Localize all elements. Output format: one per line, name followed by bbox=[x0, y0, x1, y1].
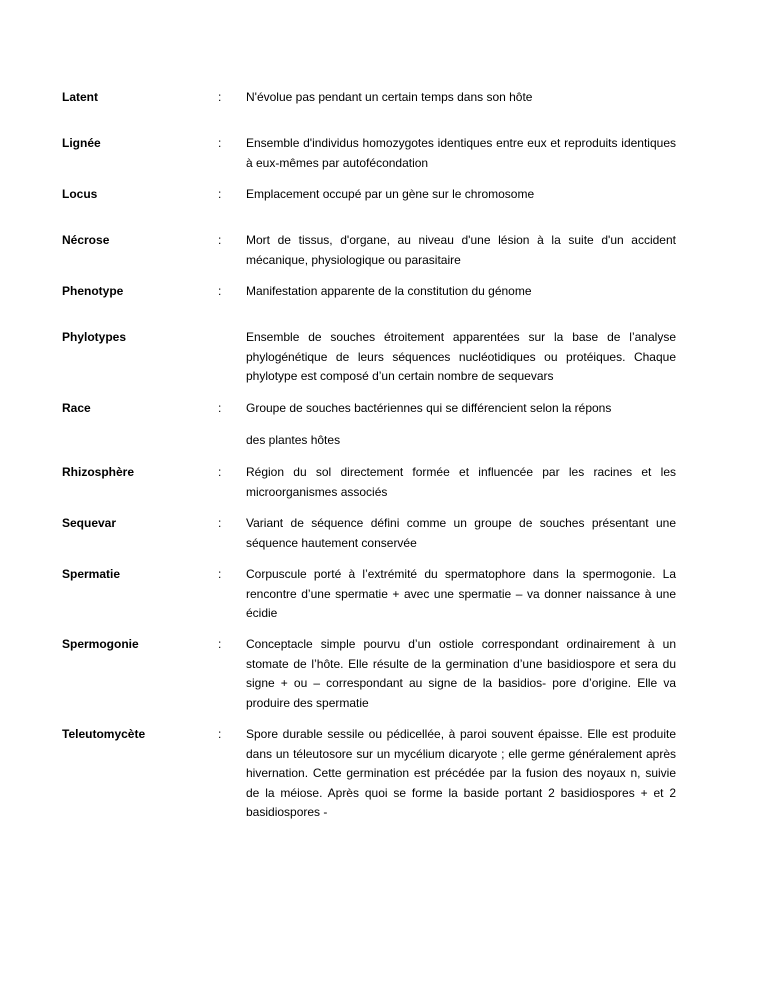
separator: : bbox=[218, 187, 222, 201]
term: Sequevar bbox=[62, 516, 117, 530]
separator: : bbox=[218, 727, 222, 741]
term: Nécrose bbox=[62, 233, 110, 247]
definition: Manifestation apparente de la constitution du génome bbox=[246, 284, 532, 298]
definition: Ensemble de souches étroitement apparentées sur la base de l’analyse phylogénétique de leurs séquences nucléotidiques ou protéiques. Chaque phylotype est composé d’un certain nombre de sequevars bbox=[246, 330, 676, 384]
separator: : bbox=[218, 136, 222, 150]
definition: Région du sol directement formée et influencée par les racines et les microorganismes associés bbox=[246, 465, 676, 499]
separator: : bbox=[218, 401, 222, 415]
term: Phylotypes bbox=[62, 330, 127, 344]
definition: Conceptacle simple pourvu d’un ostiole correspondant ordinairement à un stomate de l’hôte. Elle résulte de la germination d’une basidiospore et sera du signe + ou – correspondant au signe de la basidios- pore d’origine. Elle va produire des spermatie bbox=[246, 637, 676, 710]
definition-line: Groupe de souches bactériennes qui se différencient selon la répons bbox=[246, 401, 612, 415]
definition: Variant de séquence défini comme un groupe de souches présentant une séquence hautement conservée bbox=[246, 516, 676, 550]
definition: Corpuscule porté à l’extrémité du spermatophore dans la spermogonie. La rencontre d’une spermatie + avec une spermatie – va donner naissance à une écidie bbox=[246, 567, 676, 621]
term: Phenotype bbox=[62, 284, 124, 298]
separator: : bbox=[218, 284, 222, 298]
separator: : bbox=[218, 567, 222, 581]
term: Spermogonie bbox=[62, 637, 139, 651]
definition: Spore durable sessile ou pédicellée, à paroi souvent épaisse. Elle est produite dans un téleutosore sur un mycélium dicaryote ; elle germe généralement après hivernation. Cette germination est précédée par la fusion des noyaux n, suivie de la méiose. Après quoi se forme la baside portant 2 basidiospores + et 2 basidiospores - bbox=[246, 727, 676, 820]
definition: Ensemble d'individus homozygotes identiques entre eux et reproduits identiques à eux-mêmes par autofécondation bbox=[246, 136, 676, 170]
term: Teleutomycète bbox=[62, 727, 146, 741]
term: Locus bbox=[62, 187, 98, 201]
definition: Emplacement occupé par un gène sur le chromosome bbox=[246, 187, 535, 201]
term: Rhizosphère bbox=[62, 465, 135, 479]
definition: N'évolue pas pendant un certain temps dans son hôte bbox=[246, 90, 533, 104]
separator: : bbox=[218, 465, 222, 479]
term: Lignée bbox=[62, 136, 101, 150]
separator: : bbox=[218, 637, 222, 651]
term: Race bbox=[62, 401, 91, 415]
definition-continuation: des plantes hôtes bbox=[246, 432, 341, 447]
separator: : bbox=[218, 516, 222, 530]
definition: Mort de tissus, d'organe, au niveau d'une lésion à la suite d'un accident mécanique, physiologique ou parasitaire bbox=[246, 233, 676, 267]
term: Spermatie bbox=[62, 567, 121, 581]
definition bbox=[246, 399, 676, 450]
term: Latent bbox=[62, 90, 98, 104]
separator: : bbox=[218, 233, 222, 247]
separator: : bbox=[218, 90, 222, 104]
